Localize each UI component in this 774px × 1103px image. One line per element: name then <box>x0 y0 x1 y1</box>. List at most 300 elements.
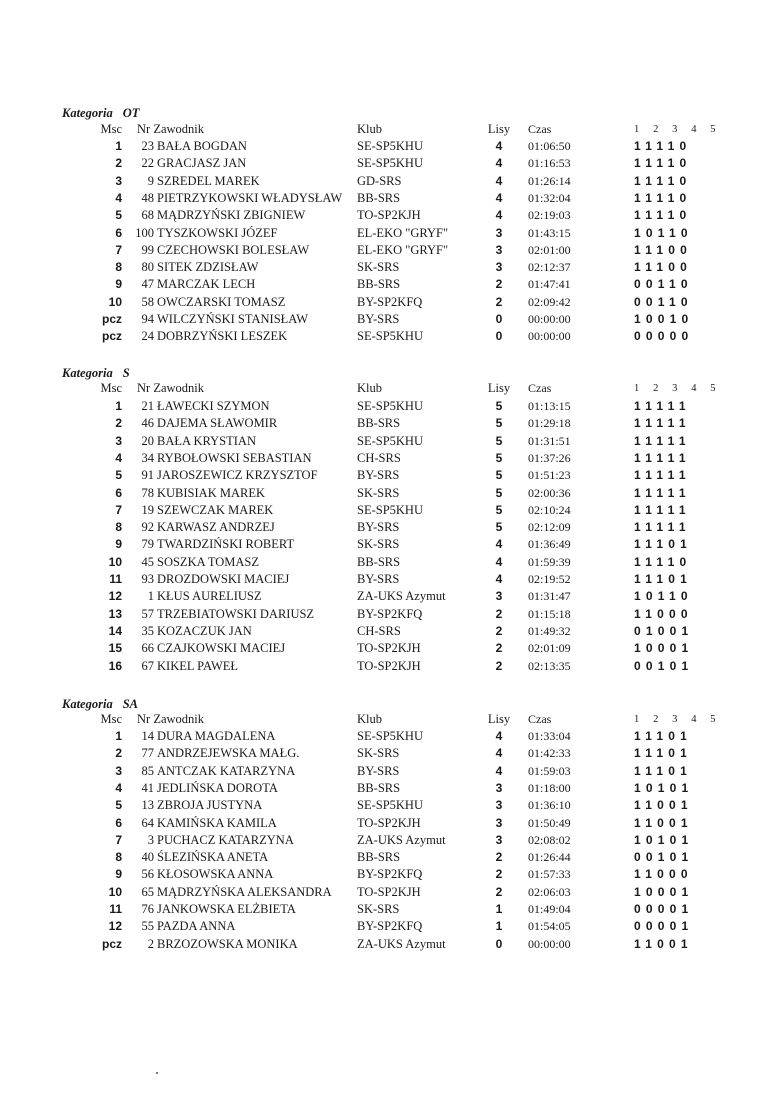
table-row <box>0 658 774 675</box>
time-cell: 01:36:10 <box>528 798 571 813</box>
table-row <box>0 918 774 935</box>
club-cell: BY-SP2KFQ <box>357 606 423 621</box>
time-cell: 01:31:51 <box>528 433 571 448</box>
header-nr-zawodnik: Nr Zawodnik <box>137 381 204 395</box>
lisy-cell: 1 <box>495 919 503 934</box>
time-cell: 01:31:47 <box>528 589 571 604</box>
table-row <box>0 328 774 345</box>
lisy-cell: 2 <box>495 294 503 309</box>
points-cell: 11001 <box>634 815 693 830</box>
competitor-name-cell: BRZOZOWSKA MONIKA <box>157 936 298 951</box>
points-cell: 11110 <box>634 139 692 153</box>
number-cell: 45 <box>141 554 154 569</box>
table-row <box>0 467 774 484</box>
table-row <box>0 398 774 415</box>
club-cell: BY-SRS <box>357 763 400 778</box>
number-cell: 2 <box>147 936 154 951</box>
time-cell: 00:00:00 <box>528 329 571 344</box>
points-cell: 11101 <box>634 572 693 586</box>
club-cell: SK-SRS <box>357 260 400 275</box>
competitor-name-cell: ANDRZEJEWSKA MAŁG. <box>157 746 300 761</box>
lisy-cell: 3 <box>495 589 503 604</box>
number-cell: 100 <box>135 225 154 240</box>
points-cell: 11100 <box>634 260 693 275</box>
category-code: OT <box>122 106 140 120</box>
club-cell: CH-SRS <box>357 623 401 638</box>
club-cell: TO-SP2KJH <box>357 884 421 899</box>
club-cell: SE-SP5KHU <box>357 433 423 448</box>
table-row <box>0 311 774 328</box>
number-cell: 92 <box>141 520 154 535</box>
competitor-name-cell: MARCZAK LECH <box>157 277 256 292</box>
lisy-cell: 5 <box>495 399 503 413</box>
table-row <box>0 242 774 259</box>
number-cell: 66 <box>141 641 154 656</box>
table-row <box>0 571 774 588</box>
competitor-name-cell: ŁAWECKI SZYMON <box>157 399 270 413</box>
club-cell: SE-SP5KHU <box>357 798 423 813</box>
time-cell: 01:50:49 <box>528 815 571 830</box>
lisy-cell: 2 <box>495 277 503 292</box>
lisy-cell: 2 <box>495 623 503 638</box>
stray-dot <box>156 1072 158 1074</box>
category-title <box>62 106 139 121</box>
place-cell: 11 <box>109 902 122 916</box>
place-cell: 10 <box>108 294 122 309</box>
place-cell: 3 <box>115 173 122 188</box>
number-cell: 46 <box>141 416 154 431</box>
time-cell: 01:47:41 <box>528 277 571 292</box>
number-cell: 99 <box>141 242 154 257</box>
table-row <box>0 138 774 155</box>
header-nr-zawodnik: Nr Zawodnik <box>137 122 204 136</box>
place-cell: 6 <box>115 485 122 500</box>
place-cell: 9 <box>115 277 122 292</box>
club-cell: GD-SRS <box>357 173 402 188</box>
time-cell: 02:10:24 <box>528 502 571 517</box>
place-cell: pcz <box>101 936 122 951</box>
club-cell: CH-SRS <box>357 450 401 465</box>
club-cell: EL-EKO "GRYF" <box>357 242 449 257</box>
header-czas: Czas <box>528 712 552 726</box>
number-cell: 48 <box>141 190 154 205</box>
table-row <box>0 606 774 623</box>
place-cell: 7 <box>115 832 122 847</box>
points-cell: 11001 <box>634 798 693 813</box>
time-cell: 02:13:35 <box>528 658 571 673</box>
club-cell: BB-SRS <box>357 554 401 569</box>
club-cell: BY-SRS <box>357 520 400 535</box>
category-code: SA <box>122 697 138 711</box>
competitor-name-cell: BAŁA BOGDAN <box>157 139 247 153</box>
club-cell: BB-SRS <box>357 416 401 431</box>
club-cell: BB-SRS <box>357 190 401 205</box>
lisy-cell: 4 <box>495 208 503 223</box>
number-cell: 23 <box>141 139 154 153</box>
lisy-cell: 2 <box>495 884 503 899</box>
competitor-name-cell: DROZDOWSKI MACIEJ <box>157 572 290 586</box>
place-cell: 1 <box>115 399 122 413</box>
club-cell: TO-SP2KJH <box>357 641 421 656</box>
competitor-name-cell: DOBRZYŃSKI LESZEK <box>157 329 288 344</box>
lisy-cell: 4 <box>495 139 503 153</box>
number-cell: 80 <box>141 260 154 275</box>
time-cell: 01:26:44 <box>528 850 571 865</box>
competitor-name-cell: ŚLEZIŃSKA ANETA <box>157 850 269 865</box>
points-cell: 00001 <box>634 902 694 916</box>
place-cell: 10 <box>108 554 122 569</box>
table-row <box>0 554 774 571</box>
lisy-cell: 5 <box>495 433 503 448</box>
competitor-name-cell: KUBISIAK MAREK <box>157 485 265 500</box>
competitor-name-cell: JEDLIŃSKA DOROTA <box>157 780 278 795</box>
competitor-name-cell: ANTCZAK KATARZYNA <box>157 763 296 778</box>
lisy-cell: 0 <box>495 936 503 951</box>
points-cell: 00101 <box>634 658 694 673</box>
time-cell: 01:43:15 <box>528 225 571 240</box>
club-cell: ZA-UKS Azymut <box>357 936 446 951</box>
place-cell: 15 <box>108 641 122 656</box>
competitor-name-cell: KIKEL PAWEŁ <box>157 658 239 673</box>
lisy-cell: 5 <box>495 416 503 431</box>
time-cell: 01:15:18 <box>528 606 571 621</box>
table-header <box>0 711 774 728</box>
points-cell: 10001 <box>634 884 694 899</box>
points-cell: 11110 <box>634 173 692 188</box>
table-row <box>0 780 774 797</box>
time-cell: 01:49:04 <box>528 902 571 916</box>
club-cell: SE-SP5KHU <box>357 139 423 153</box>
table-row <box>0 536 774 553</box>
lisy-cell: 4 <box>495 763 503 778</box>
points-cell: 11111 <box>634 520 691 535</box>
time-cell: 02:01:09 <box>528 641 571 656</box>
competitor-name-cell: KŁUS AURELIUSZ <box>157 589 262 604</box>
header-klub: Klub <box>357 381 382 395</box>
points-cell: 11100 <box>634 242 693 257</box>
time-cell: 00:00:00 <box>528 936 571 951</box>
table-row <box>0 485 774 502</box>
time-cell: 00:00:00 <box>528 312 571 326</box>
time-cell: 02:09:42 <box>528 294 571 309</box>
competitor-name-cell: SZEWCZAK MAREK <box>157 502 274 517</box>
club-cell: SE-SP5KHU <box>357 329 423 344</box>
header-lisy: Lisy <box>487 122 511 136</box>
header-lisy: Lisy <box>487 712 511 726</box>
club-cell: EL-EKO "GRYF" <box>357 225 449 240</box>
header-czas: Czas <box>528 381 552 395</box>
place-cell: 11 <box>109 572 122 586</box>
club-cell: BY-SRS <box>357 572 400 586</box>
place-cell: 2 <box>115 156 122 171</box>
club-cell: BY-SP2KFQ <box>357 294 423 309</box>
time-cell: 01:18:00 <box>528 780 571 795</box>
place-cell: 12 <box>108 589 122 604</box>
points-cell: 11110 <box>634 190 692 205</box>
lisy-cell: 0 <box>495 312 503 326</box>
competitor-name-cell: RYBOŁOWSKI SEBASTIAN <box>157 450 312 465</box>
time-cell: 01:06:50 <box>528 139 571 153</box>
header-msc: Msc <box>100 122 122 136</box>
lisy-cell: 4 <box>495 156 503 171</box>
lisy-cell: 5 <box>495 520 503 535</box>
header-points: 1 2 3 4 5 <box>634 383 722 394</box>
points-cell: 11000 <box>634 867 693 882</box>
table-row <box>0 259 774 276</box>
number-cell: 14 <box>141 729 154 743</box>
points-cell: 11101 <box>634 746 693 761</box>
points-cell: 10001 <box>634 641 694 656</box>
competitor-name-cell: SOSZKA TOMASZ <box>157 554 259 569</box>
category-code: S <box>122 366 130 380</box>
time-cell: 01:59:39 <box>528 554 571 569</box>
lisy-cell: 4 <box>495 537 503 552</box>
table-row <box>0 849 774 866</box>
competitor-name-cell: KŁOSOWSKA ANNA <box>157 867 274 882</box>
club-cell: BB-SRS <box>357 277 401 292</box>
time-cell: 01:16:53 <box>528 156 571 171</box>
club-cell: SK-SRS <box>357 485 400 500</box>
club-cell: BY-SP2KFQ <box>357 919 423 934</box>
competitor-name-cell: GRACJASZ JAN <box>157 156 247 171</box>
competitor-name-cell: MĄDRZYŃSKI ZBIGNIEW <box>157 208 306 223</box>
table-row <box>0 763 774 780</box>
club-cell: BY-SRS <box>357 468 400 483</box>
table-row <box>0 884 774 901</box>
number-cell: 93 <box>141 572 154 586</box>
table-row <box>0 450 774 467</box>
table-row <box>0 797 774 814</box>
club-cell: ZA-UKS Azymut <box>357 589 446 604</box>
points-cell: 00001 <box>634 919 694 934</box>
place-cell: 1 <box>115 139 122 153</box>
competitor-name-cell: TWARDZIŃSKI ROBERT <box>157 537 295 552</box>
category-label: Kategoria <box>62 106 113 120</box>
table-row <box>0 190 774 207</box>
number-cell: 79 <box>141 537 154 552</box>
lisy-cell: 4 <box>495 572 503 586</box>
time-cell: 01:57:33 <box>528 867 571 882</box>
number-cell: 78 <box>141 485 154 500</box>
table-row <box>0 623 774 640</box>
lisy-cell: 1 <box>495 902 503 916</box>
table-row <box>0 815 774 832</box>
number-cell: 20 <box>141 433 154 448</box>
points-cell: 11110 <box>634 156 692 171</box>
competitor-name-cell: SZREDEL MAREK <box>157 173 260 188</box>
lisy-cell: 3 <box>495 832 503 847</box>
competitor-name-cell: CZECHOWSKI BOLESŁAW <box>157 242 310 257</box>
competitor-name-cell: PIETRZYKOWSKI WŁADYSŁAW <box>157 190 343 205</box>
header-msc: Msc <box>100 712 122 726</box>
table-row <box>0 519 774 536</box>
lisy-cell: 5 <box>495 468 503 483</box>
time-cell: 02:12:37 <box>528 260 571 275</box>
place-cell: 6 <box>115 225 122 240</box>
place-cell: 1 <box>115 729 122 743</box>
number-cell: 3 <box>147 832 154 847</box>
header-klub: Klub <box>357 122 382 136</box>
points-cell: 00110 <box>634 277 693 292</box>
place-cell: 13 <box>108 606 122 621</box>
number-cell: 94 <box>141 312 154 326</box>
points-cell: 00000 <box>634 329 694 344</box>
place-cell: 4 <box>115 450 122 465</box>
number-cell: 35 <box>141 623 154 638</box>
header-klub: Klub <box>357 712 382 726</box>
competitor-name-cell: PUCHACZ KATARZYNA <box>157 832 294 847</box>
place-cell: 12 <box>108 919 122 934</box>
competitor-name-cell: BAŁA KRYSTIAN <box>157 433 256 448</box>
place-cell: 4 <box>115 190 122 205</box>
place-cell: 6 <box>115 815 122 830</box>
points-cell: 11111 <box>634 399 691 413</box>
points-cell: 11001 <box>634 936 693 951</box>
time-cell: 01:36:49 <box>528 537 571 552</box>
place-cell: 8 <box>115 850 122 865</box>
club-cell: ZA-UKS Azymut <box>357 832 446 847</box>
time-cell: 02:01:00 <box>528 242 571 257</box>
points-cell: 11000 <box>634 606 693 621</box>
table-row <box>0 640 774 657</box>
lisy-cell: 0 <box>495 329 503 344</box>
table-row <box>0 832 774 849</box>
place-cell: 5 <box>115 798 122 813</box>
number-cell: 19 <box>141 502 154 517</box>
time-cell: 01:54:05 <box>528 919 571 934</box>
lisy-cell: 5 <box>495 485 503 500</box>
club-cell: SK-SRS <box>357 902 400 916</box>
competitor-name-cell: DURA MAGDALENA <box>157 729 276 743</box>
table-row <box>0 502 774 519</box>
competitor-name-cell: KARWASZ ANDRZEJ <box>157 520 275 535</box>
header-msc: Msc <box>100 381 122 395</box>
points-cell: 11111 <box>634 416 691 431</box>
place-cell: 2 <box>115 746 122 761</box>
lisy-cell: 4 <box>495 729 503 743</box>
number-cell: 55 <box>141 919 154 934</box>
number-cell: 24 <box>141 329 154 344</box>
points-cell: 10110 <box>634 225 693 240</box>
place-cell: 5 <box>115 468 122 483</box>
lisy-cell: 2 <box>495 606 503 621</box>
lisy-cell: 3 <box>495 780 503 795</box>
category-title <box>62 366 130 381</box>
lisy-cell: 3 <box>495 225 503 240</box>
place-cell: 7 <box>115 242 122 257</box>
points-cell: 11101 <box>634 537 693 552</box>
place-cell: 3 <box>115 433 122 448</box>
points-cell: 00101 <box>634 850 694 865</box>
number-cell: 58 <box>141 294 154 309</box>
points-cell: 11101 <box>634 763 693 778</box>
number-cell: 22 <box>141 156 154 171</box>
points-cell: 10101 <box>634 832 694 847</box>
points-cell: 11111 <box>634 468 691 483</box>
table-row <box>0 866 774 883</box>
time-cell: 02:00:36 <box>528 485 571 500</box>
competitor-name-cell: JAROSZEWICZ KRZYSZTOF <box>157 468 318 483</box>
points-cell: 11111 <box>634 433 691 448</box>
time-cell: 02:19:03 <box>528 208 571 223</box>
club-cell: BY-SRS <box>357 312 400 326</box>
points-cell: 11110 <box>634 554 692 569</box>
club-cell: SE-SP5KHU <box>357 729 423 743</box>
competitor-name-cell: ZBROJA JUSTYNA <box>157 798 263 813</box>
place-cell: 8 <box>115 260 122 275</box>
competitor-name-cell: KOZACZUK JAN <box>157 623 252 638</box>
place-cell: 8 <box>115 520 122 535</box>
table-row <box>0 415 774 432</box>
number-cell: 68 <box>141 208 154 223</box>
table-row <box>0 588 774 605</box>
header-points: 1 2 3 4 5 <box>634 124 722 135</box>
number-cell: 65 <box>141 884 154 899</box>
header-nr-zawodnik: Nr Zawodnik <box>137 712 204 726</box>
header-lisy: Lisy <box>487 381 511 395</box>
number-cell: 13 <box>141 798 154 813</box>
points-cell: 11111 <box>634 502 691 517</box>
competitor-name-cell: CZAJKOWSKI MACIEJ <box>157 641 286 656</box>
competitor-name-cell: WILCZYŃSKI STANISŁAW <box>157 312 309 326</box>
lisy-cell: 5 <box>495 502 503 517</box>
club-cell: SK-SRS <box>357 746 400 761</box>
number-cell: 41 <box>141 780 154 795</box>
lisy-cell: 2 <box>495 658 503 673</box>
club-cell: BB-SRS <box>357 780 401 795</box>
lisy-cell: 3 <box>495 815 503 830</box>
time-cell: 01:51:23 <box>528 468 571 483</box>
lisy-cell: 4 <box>495 190 503 205</box>
time-cell: 02:19:52 <box>528 572 571 586</box>
place-cell: 2 <box>115 416 122 431</box>
place-cell: 10 <box>108 884 122 899</box>
number-cell: 9 <box>147 173 154 188</box>
time-cell: 01:59:03 <box>528 763 571 778</box>
lisy-cell: 4 <box>495 554 503 569</box>
place-cell: 3 <box>115 763 122 778</box>
number-cell: 47 <box>141 277 154 292</box>
lisy-cell: 3 <box>495 260 503 275</box>
place-cell: 4 <box>115 780 122 795</box>
place-cell: 14 <box>108 623 122 638</box>
lisy-cell: 2 <box>495 850 503 865</box>
number-cell: 21 <box>141 399 154 413</box>
time-cell: 02:12:09 <box>528 520 571 535</box>
points-cell: 11111 <box>634 450 691 465</box>
place-cell: 9 <box>115 537 122 552</box>
lisy-cell: 3 <box>495 242 503 257</box>
table-row <box>0 745 774 762</box>
table-row <box>0 901 774 918</box>
place-cell: pcz <box>101 329 122 344</box>
competitor-name-cell: DAJEMA SŁAWOMIR <box>157 416 278 431</box>
header-points: 1 2 3 4 5 <box>634 714 722 725</box>
number-cell: 56 <box>141 867 154 882</box>
time-cell: 02:08:02 <box>528 832 571 847</box>
points-cell: 10110 <box>634 589 693 604</box>
category-title <box>62 697 138 712</box>
competitor-name-cell: TRZEBIATOWSKI DARIUSZ <box>157 606 315 621</box>
club-cell: BY-SP2KFQ <box>357 867 423 882</box>
table-row <box>0 173 774 190</box>
number-cell: 40 <box>141 850 154 865</box>
place-cell: pcz <box>101 312 122 326</box>
table-row <box>0 207 774 224</box>
number-cell: 57 <box>141 606 154 621</box>
category-label: Kategoria <box>62 366 113 380</box>
time-cell: 01:49:32 <box>528 623 571 638</box>
